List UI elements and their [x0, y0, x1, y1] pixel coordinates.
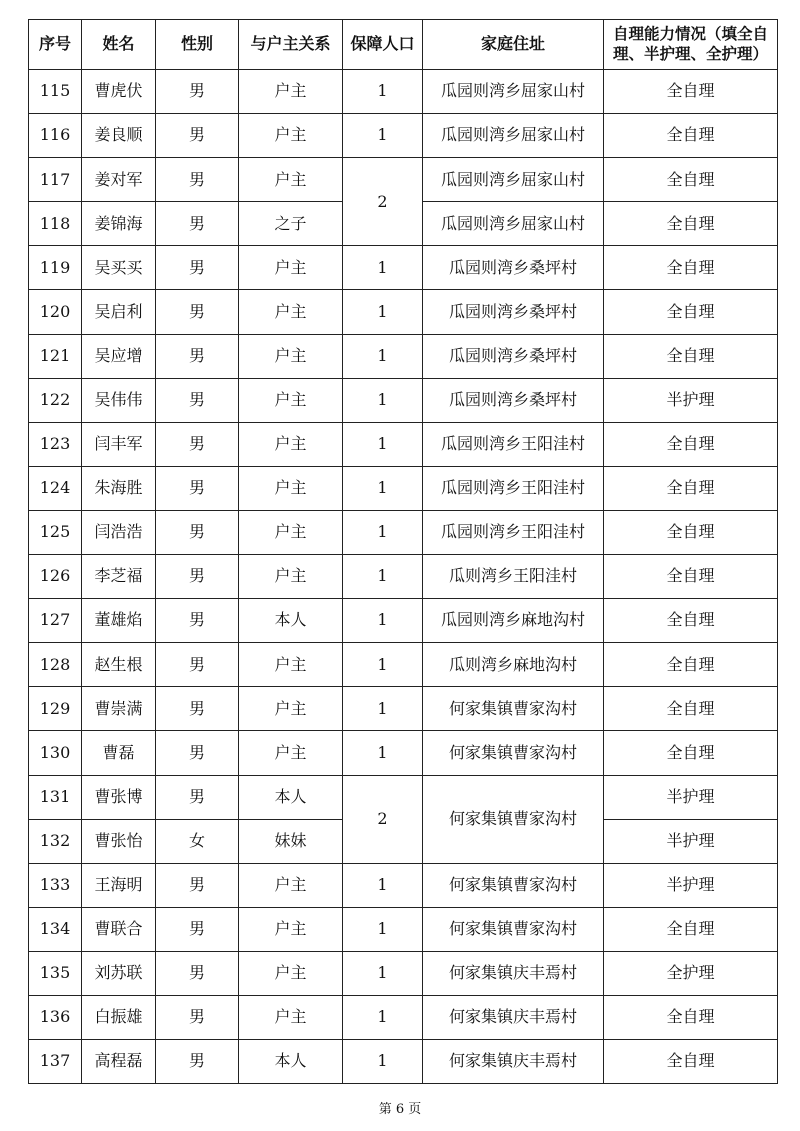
cell-address: 瓜园则湾乡桑坪村	[423, 334, 604, 378]
cell-ability: 半护理	[604, 863, 778, 907]
cell-seq: 124	[29, 466, 82, 510]
cell-count: 1	[343, 731, 423, 775]
table-row	[29, 378, 778, 422]
cell-relation: 户主	[239, 114, 343, 158]
cell-count: 1	[343, 907, 423, 951]
cell-count: 1	[343, 466, 423, 510]
cell-relation: 户主	[239, 643, 343, 687]
cell-address: 瓜园则湾乡桑坪村	[423, 290, 604, 334]
cell-relation: 户主	[239, 510, 343, 554]
cell-count: 1	[343, 643, 423, 687]
cell-ability: 全自理	[604, 422, 778, 466]
table-row	[29, 510, 778, 554]
cell-seq: 130	[29, 731, 82, 775]
cell-gender: 男	[156, 599, 239, 643]
cell-name: 曹联合	[82, 907, 156, 951]
cell-relation: 户主	[239, 687, 343, 731]
table-row	[29, 687, 778, 731]
cell-address: 何家集镇曹家沟村	[423, 775, 604, 863]
cell-address: 何家集镇庆丰焉村	[423, 951, 604, 995]
cell-gender: 男	[156, 687, 239, 731]
cell-relation: 户主	[239, 290, 343, 334]
cell-relation: 本人	[239, 1040, 343, 1084]
cell-ability: 全自理	[604, 334, 778, 378]
cell-gender: 男	[156, 995, 239, 1039]
header-gender: 性别	[156, 20, 239, 70]
table-row	[29, 422, 778, 466]
cell-name: 姜对军	[82, 158, 156, 202]
cell-address: 瓜园则湾乡麻地沟村	[423, 599, 604, 643]
table-row	[29, 995, 778, 1039]
cell-seq: 137	[29, 1040, 82, 1084]
cell-name: 吴伟伟	[82, 378, 156, 422]
cell-ability: 半护理	[604, 819, 778, 863]
cell-gender: 男	[156, 1040, 239, 1084]
table-row	[29, 643, 778, 687]
cell-address: 瓜园则湾乡桑坪村	[423, 246, 604, 290]
cell-name: 吴买买	[82, 246, 156, 290]
cell-address: 瓜园则湾乡屈家山村	[423, 158, 604, 202]
cell-count: 1	[343, 555, 423, 599]
cell-name: 吴应增	[82, 334, 156, 378]
cell-name: 曹磊	[82, 731, 156, 775]
cell-count: 1	[343, 422, 423, 466]
cell-gender: 女	[156, 819, 239, 863]
cell-name: 姜良顺	[82, 114, 156, 158]
cell-name: 董雄焰	[82, 599, 156, 643]
cell-address: 瓜园则湾乡王阳洼村	[423, 510, 604, 554]
table-row	[29, 334, 778, 378]
cell-ability: 全自理	[604, 1040, 778, 1084]
cell-gender: 男	[156, 114, 239, 158]
cell-relation: 妹妹	[239, 819, 343, 863]
cell-ability: 全自理	[604, 995, 778, 1039]
cell-ability: 全自理	[604, 643, 778, 687]
header-seq: 序号	[29, 20, 82, 70]
cell-seq: 118	[29, 202, 82, 246]
table-row	[29, 1040, 778, 1084]
cell-gender: 男	[156, 863, 239, 907]
cell-seq: 116	[29, 114, 82, 158]
cell-relation: 本人	[239, 599, 343, 643]
cell-seq: 128	[29, 643, 82, 687]
cell-address: 瓜园则湾乡屈家山村	[423, 202, 604, 246]
cell-name: 刘苏联	[82, 951, 156, 995]
cell-count: 2	[343, 158, 423, 246]
cell-gender: 男	[156, 422, 239, 466]
cell-relation: 户主	[239, 334, 343, 378]
cell-seq: 134	[29, 907, 82, 951]
cell-gender: 男	[156, 951, 239, 995]
cell-relation: 户主	[239, 466, 343, 510]
cell-count: 1	[343, 114, 423, 158]
cell-address: 瓜则湾乡王阳洼村	[423, 555, 604, 599]
cell-seq: 127	[29, 599, 82, 643]
cell-address: 何家集镇曹家沟村	[423, 863, 604, 907]
cell-name: 王海明	[82, 863, 156, 907]
table-row	[29, 775, 778, 819]
cell-relation: 户主	[239, 422, 343, 466]
cell-name: 闫浩浩	[82, 510, 156, 554]
table-row	[29, 246, 778, 290]
cell-seq: 123	[29, 422, 82, 466]
cell-seq: 135	[29, 951, 82, 995]
cell-name: 闫丰军	[82, 422, 156, 466]
table-row	[29, 158, 778, 202]
cell-address: 瓜园则湾乡王阳洼村	[423, 466, 604, 510]
cell-ability: 全自理	[604, 290, 778, 334]
cell-gender: 男	[156, 70, 239, 114]
cell-relation: 户主	[239, 951, 343, 995]
cell-count: 1	[343, 70, 423, 114]
cell-name: 曹张博	[82, 775, 156, 819]
table-row	[29, 466, 778, 510]
cell-gender: 男	[156, 555, 239, 599]
cell-name: 曹崇满	[82, 687, 156, 731]
cell-ability: 全护理	[604, 951, 778, 995]
table-row	[29, 114, 778, 158]
cell-address: 瓜园则湾乡屈家山村	[423, 114, 604, 158]
header-row	[29, 20, 778, 70]
header-name: 姓名	[82, 20, 156, 70]
cell-name: 吴启利	[82, 290, 156, 334]
header-count: 保障人口	[343, 20, 423, 70]
cell-ability: 全自理	[604, 202, 778, 246]
cell-count: 2	[343, 775, 423, 863]
cell-name: 李芝福	[82, 555, 156, 599]
cell-count: 1	[343, 863, 423, 907]
cell-relation: 户主	[239, 246, 343, 290]
cell-ability: 全自理	[604, 246, 778, 290]
cell-seq: 122	[29, 378, 82, 422]
cell-seq: 117	[29, 158, 82, 202]
cell-ability: 全自理	[604, 70, 778, 114]
cell-gender: 男	[156, 158, 239, 202]
cell-count: 1	[343, 599, 423, 643]
cell-address: 何家集镇庆丰焉村	[423, 995, 604, 1039]
header-address: 家庭住址	[423, 20, 604, 70]
cell-seq: 115	[29, 70, 82, 114]
cell-ability: 全自理	[604, 466, 778, 510]
cell-name: 姜锦海	[82, 202, 156, 246]
cell-relation: 户主	[239, 378, 343, 422]
cell-ability: 全自理	[604, 555, 778, 599]
cell-count: 1	[343, 687, 423, 731]
cell-gender: 男	[156, 290, 239, 334]
table-row	[29, 907, 778, 951]
cell-ability: 全自理	[604, 731, 778, 775]
cell-relation: 户主	[239, 555, 343, 599]
cell-ability: 全自理	[604, 599, 778, 643]
cell-name: 曹虎伏	[82, 70, 156, 114]
cell-gender: 男	[156, 775, 239, 819]
cell-count: 1	[343, 951, 423, 995]
cell-seq: 126	[29, 555, 82, 599]
cell-address: 瓜则湾乡麻地沟村	[423, 643, 604, 687]
cell-name: 高程磊	[82, 1040, 156, 1084]
cell-seq: 133	[29, 863, 82, 907]
cell-seq: 121	[29, 334, 82, 378]
cell-count: 1	[343, 290, 423, 334]
cell-gender: 男	[156, 731, 239, 775]
cell-seq: 129	[29, 687, 82, 731]
cell-gender: 男	[156, 907, 239, 951]
cell-relation: 户主	[239, 70, 343, 114]
cell-relation: 户主	[239, 907, 343, 951]
cell-name: 曹张怡	[82, 819, 156, 863]
header-relation: 与户主关系	[239, 20, 343, 70]
cell-seq: 120	[29, 290, 82, 334]
cell-gender: 男	[156, 378, 239, 422]
cell-relation: 户主	[239, 995, 343, 1039]
cell-address: 瓜园则湾乡屈家山村	[423, 70, 604, 114]
cell-ability: 半护理	[604, 775, 778, 819]
cell-address: 何家集镇曹家沟村	[423, 687, 604, 731]
cell-gender: 男	[156, 510, 239, 554]
cell-gender: 男	[156, 246, 239, 290]
cell-name: 朱海胜	[82, 466, 156, 510]
table-row	[29, 555, 778, 599]
cell-address: 瓜园则湾乡王阳洼村	[423, 422, 604, 466]
cell-ability: 全自理	[604, 114, 778, 158]
cell-relation: 户主	[239, 158, 343, 202]
cell-gender: 男	[156, 202, 239, 246]
cell-address: 何家集镇庆丰焉村	[423, 1040, 604, 1084]
cell-seq: 125	[29, 510, 82, 554]
table-row	[29, 70, 778, 114]
header-ability: 自理能力情况（填全自理、半护理、全护理）	[604, 20, 778, 70]
cell-relation: 户主	[239, 731, 343, 775]
cell-count: 1	[343, 995, 423, 1039]
cell-count: 1	[343, 334, 423, 378]
cell-seq: 131	[29, 775, 82, 819]
cell-relation: 户主	[239, 863, 343, 907]
cell-ability: 全自理	[604, 687, 778, 731]
cell-ability: 半护理	[604, 378, 778, 422]
cell-name: 赵生根	[82, 643, 156, 687]
cell-seq: 119	[29, 246, 82, 290]
cell-gender: 男	[156, 466, 239, 510]
cell-seq: 136	[29, 995, 82, 1039]
cell-relation: 本人	[239, 775, 343, 819]
cell-address: 瓜园则湾乡桑坪村	[423, 378, 604, 422]
roster-table	[28, 19, 778, 1084]
cell-gender: 男	[156, 643, 239, 687]
cell-count: 1	[343, 246, 423, 290]
cell-ability: 全自理	[604, 510, 778, 554]
cell-count: 1	[343, 510, 423, 554]
table-row	[29, 951, 778, 995]
page-number: 第 6 页	[378, 1102, 422, 1117]
table-row	[29, 863, 778, 907]
cell-seq: 132	[29, 819, 82, 863]
cell-ability: 全自理	[604, 158, 778, 202]
cell-relation: 之子	[239, 202, 343, 246]
cell-count: 1	[343, 378, 423, 422]
table-row	[29, 599, 778, 643]
cell-count: 1	[343, 1040, 423, 1084]
table-row	[29, 731, 778, 775]
cell-address: 何家集镇曹家沟村	[423, 907, 604, 951]
cell-gender: 男	[156, 334, 239, 378]
cell-address: 何家集镇曹家沟村	[423, 731, 604, 775]
cell-ability: 全自理	[604, 907, 778, 951]
table-row	[29, 290, 778, 334]
cell-name: 白振雄	[82, 995, 156, 1039]
